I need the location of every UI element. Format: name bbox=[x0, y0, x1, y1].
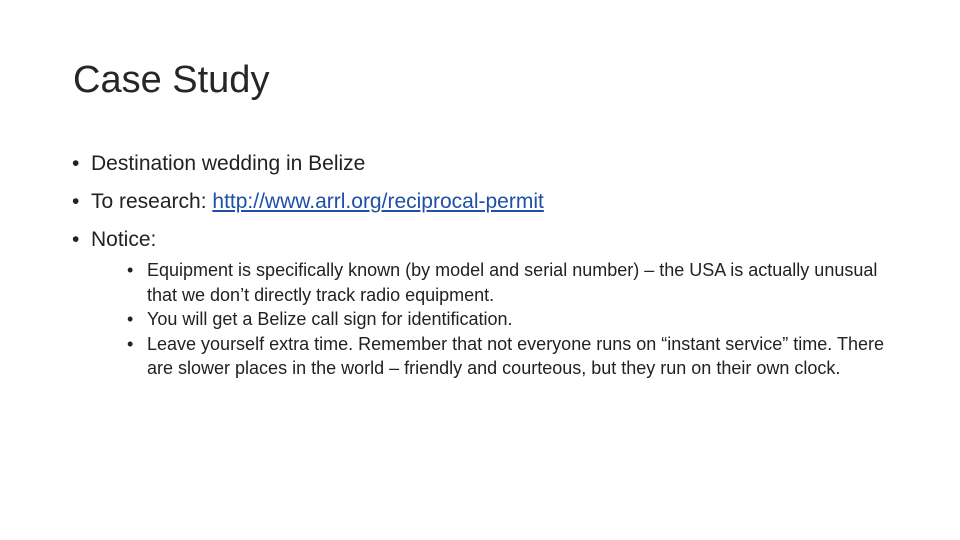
bullet-text: Destination wedding in Belize bbox=[91, 152, 366, 175]
bullet-text-prefix: To research: bbox=[91, 190, 213, 213]
sub-bullet-item-extra-time bbox=[127, 332, 907, 381]
slide-title: Case Study bbox=[73, 59, 270, 101]
bullet-item-destination bbox=[72, 145, 892, 183]
sub-bullet-item-call-sign bbox=[127, 307, 892, 332]
reciprocal-permit-link[interactable]: http://www.arrl.org/reciprocal-permit bbox=[212, 190, 544, 213]
sub-bullet-text: Equipment is specifically known (by model and serial number) – the USA is actually unusual that we don’t directly track radio equipment. bbox=[147, 260, 878, 305]
bullet-marker: • bbox=[72, 190, 80, 213]
bullet-text: Notice: bbox=[91, 228, 157, 251]
sub-bullet-marker: • bbox=[127, 333, 134, 354]
sub-bullet-marker: • bbox=[127, 309, 134, 329]
sub-bullet-marker: • bbox=[127, 260, 134, 280]
bullet-marker: • bbox=[72, 228, 80, 251]
bullet-item-notice bbox=[72, 221, 892, 381]
bullet-item-research bbox=[72, 183, 892, 221]
bullet-list bbox=[72, 145, 892, 381]
sub-bullet-list bbox=[127, 258, 892, 381]
slide-body bbox=[72, 145, 892, 381]
sub-bullet-text: Leave yourself extra time. Remember that not everyone runs on “instant service” time. There are slower places in the world – friendly and courteous, but they run on their own clock. bbox=[147, 333, 884, 378]
bullet-marker: • bbox=[72, 152, 80, 175]
sub-bullet-text: You will get a Belize call sign for identification. bbox=[147, 309, 513, 329]
sub-bullet-item-equipment bbox=[127, 258, 882, 307]
